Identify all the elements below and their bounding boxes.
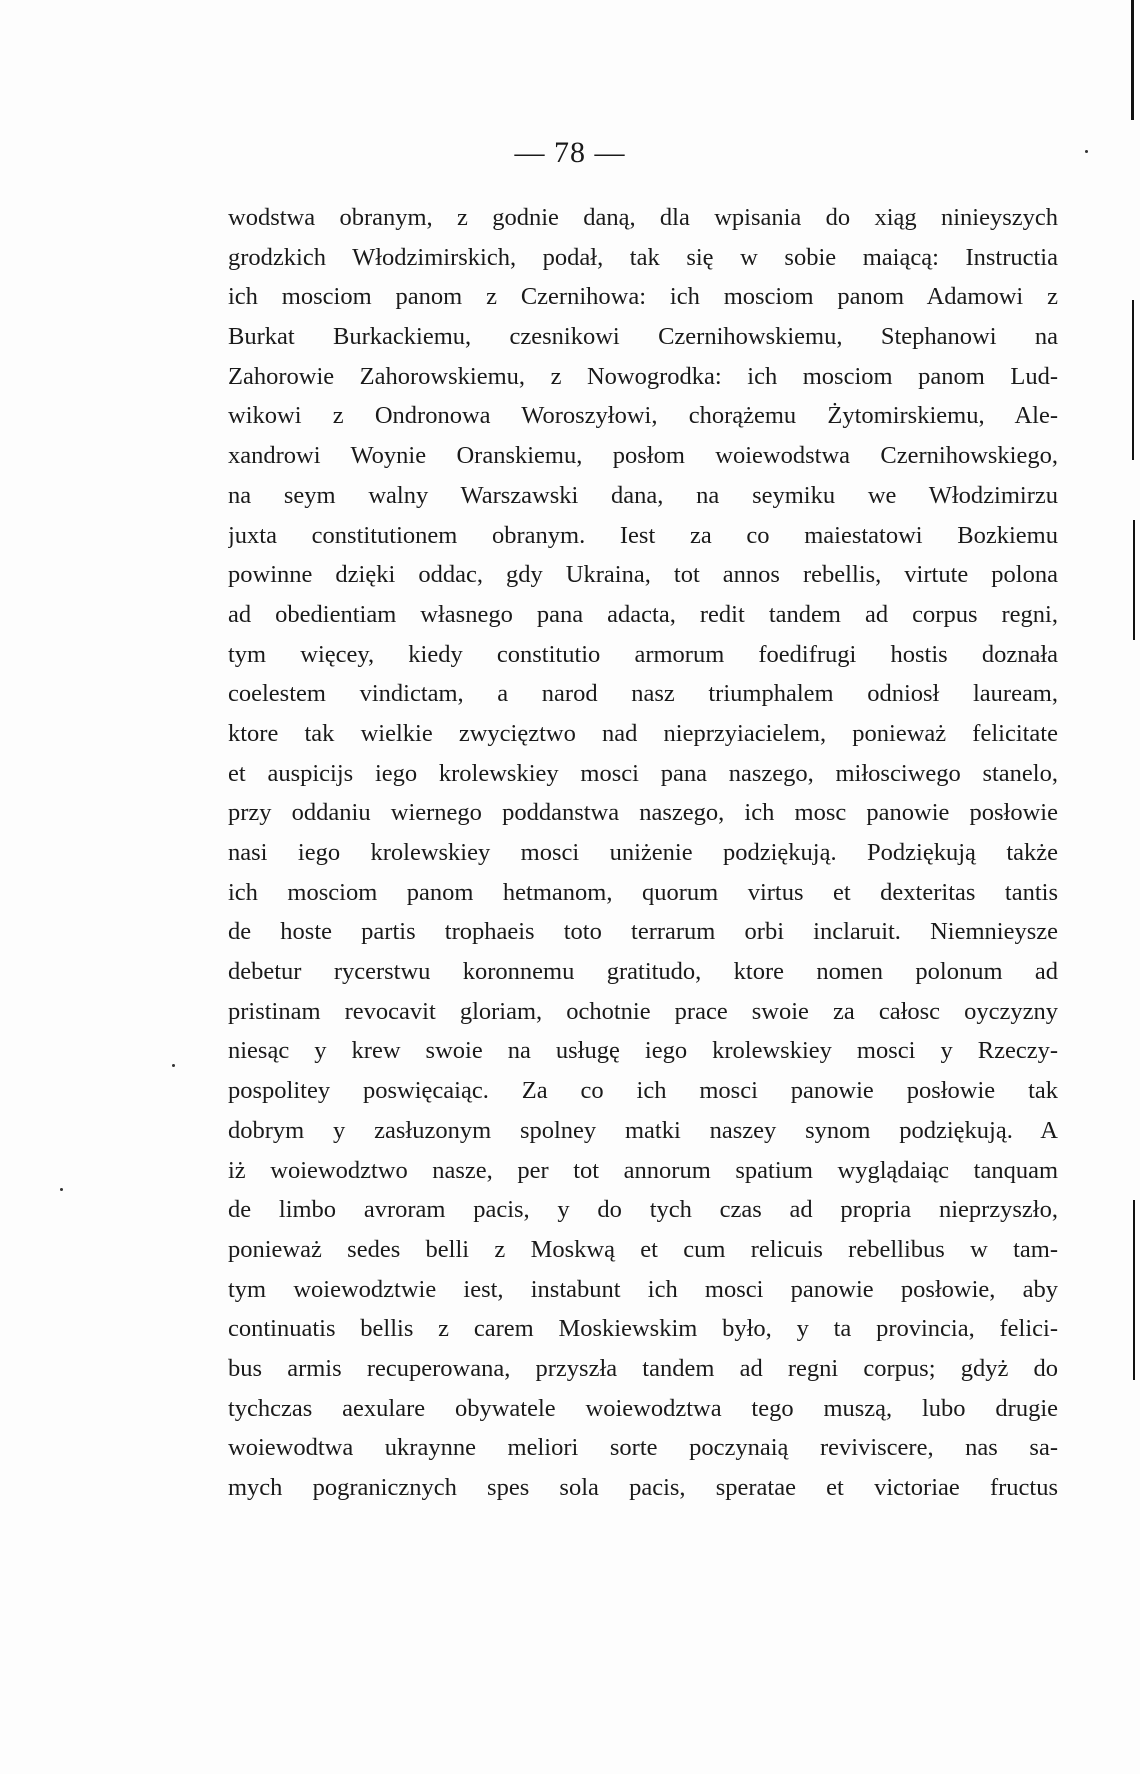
- text-line: pospolitey poswięcaiąc. Za co ich mosci panowie posłowie tak: [228, 1077, 1058, 1105]
- text-line: coelestem vindictam, a narod nasz triumphalem odniosł lauream,: [228, 680, 1058, 708]
- text-line: dobrym y zasłuzonym spolney matki naszey synom podziękują. A: [228, 1116, 1058, 1144]
- scan-edge-mark: [1132, 300, 1134, 460]
- text-line: juxta constitutionem obranym. Iest za co maiestatowi Bozkiemu: [228, 521, 1058, 549]
- text-line: ich mosciom panom z Czernihowa: ich mosciom panom Adamowi z: [228, 283, 1058, 311]
- scan-speck: [1085, 150, 1088, 153]
- text-line: ponieważ sedes belli z Moskwą et cum relicuis rebellibus w tam-: [228, 1235, 1058, 1263]
- scan-edge-mark: [1131, 0, 1134, 120]
- text-line: przy oddaniu wiernego poddanstwa naszego, ich mosc panowie posłowie: [228, 799, 1058, 827]
- scan-edge-mark: [1133, 520, 1135, 640]
- text-line: wikowi z Ondronowa Woroszyłowi, chorążemu Żytomirskiemu, Ale-: [228, 402, 1058, 430]
- text-line: debetur rycerstwu koronnemu gratitudo, ktore nomen polonum ad: [228, 958, 1058, 986]
- scan-edge-mark: [1133, 1200, 1135, 1380]
- text-line: tym woiewodztwie iest, instabunt ich mosci panowie posłowie, aby: [228, 1275, 1058, 1303]
- text-line: tychczas aexulare obywatele woiewodztwa tego muszą, lubo drugie: [228, 1394, 1058, 1422]
- text-line: wodstwa obranym, z godnie daną, dla wpisania do xiąg ninieyszych: [228, 204, 1058, 231]
- text-line: ich mosciom panom hetmanom, quorum virtus et dexteritas tantis: [228, 878, 1058, 906]
- text-line: niesąc y krew swoie na usługę iego krolewskiey mosci y Rzeczy-: [228, 1037, 1058, 1065]
- text-line: ktore tak wielkie zwycięztwo nad nieprzyiacielem, ponieważ felicitate: [228, 719, 1058, 747]
- text-line: na seym walny Warszawski dana, na seymiku we Włodzimirzu: [228, 481, 1058, 509]
- text-line: iż woiewodztwo nasze, per tot annorum spatium wyglądaiąc tanquam: [228, 1156, 1058, 1184]
- text-line: nasi iego krolewskiey mosci uniżenie podziękują. Podziękują także: [228, 839, 1058, 866]
- text-line: powinne dzięki oddac, gdy Ukraina, tot annos rebellis, virtute polona: [228, 561, 1058, 589]
- scan-speck: [172, 1064, 175, 1067]
- text-line: de limbo avroram pacis, y do tych czas ad propria nieprzyszło,: [228, 1196, 1058, 1224]
- text-line: pristinam revocavit gloriam, ochotnie prace swoie za całosc oyczyzny: [228, 997, 1058, 1025]
- text-line: xandrowi Woynie Oranskiemu, posłom woiewodstwa Czernihowskiego,: [228, 442, 1058, 470]
- text-line: mych pogranicznych spes sola pacis, speratae et victoriae fructus: [228, 1474, 1058, 1501]
- text-line: woiewodtwa ukraynne meliori sorte poczynaią reviviscere, nas sa-: [228, 1434, 1058, 1462]
- text-line: et auspicijs iego krolewskiey mosci pana naszego, miłosciwego stanelo,: [228, 759, 1058, 787]
- body-text: [228, 198, 1058, 1508]
- text-line: continuatis bellis z carem Moskiewskim było, y ta provincia, felici-: [228, 1315, 1058, 1343]
- page-number: — 78 —: [514, 136, 626, 169]
- scan-speck: [60, 1188, 63, 1191]
- text-line: Burkat Burkackiemu, czesnikowi Czernihowskiemu, Stephanowi na: [228, 323, 1058, 351]
- text-line: Zahorowie Zahorowskiemu, z Nowogrodka: ich mosciom panom Lud-: [228, 362, 1058, 390]
- text-line: bus armis recuperowana, przyszła tandem ad regni corpus; gdyż do: [228, 1354, 1058, 1382]
- text-line: de hoste partis trophaeis toto terrarum orbi inclaruit. Niemnieysze: [228, 918, 1058, 946]
- text-line: grodzkich Włodzimirskich, podał, tak się w sobie maiącą: Instructia: [228, 243, 1058, 271]
- text-line: ad obedientiam własnego pana adacta, redit tandem ad corpus regni,: [228, 600, 1058, 628]
- text-line: tym więcey, kiedy constitutio armorum foedifrugi hostis doznała: [228, 640, 1058, 668]
